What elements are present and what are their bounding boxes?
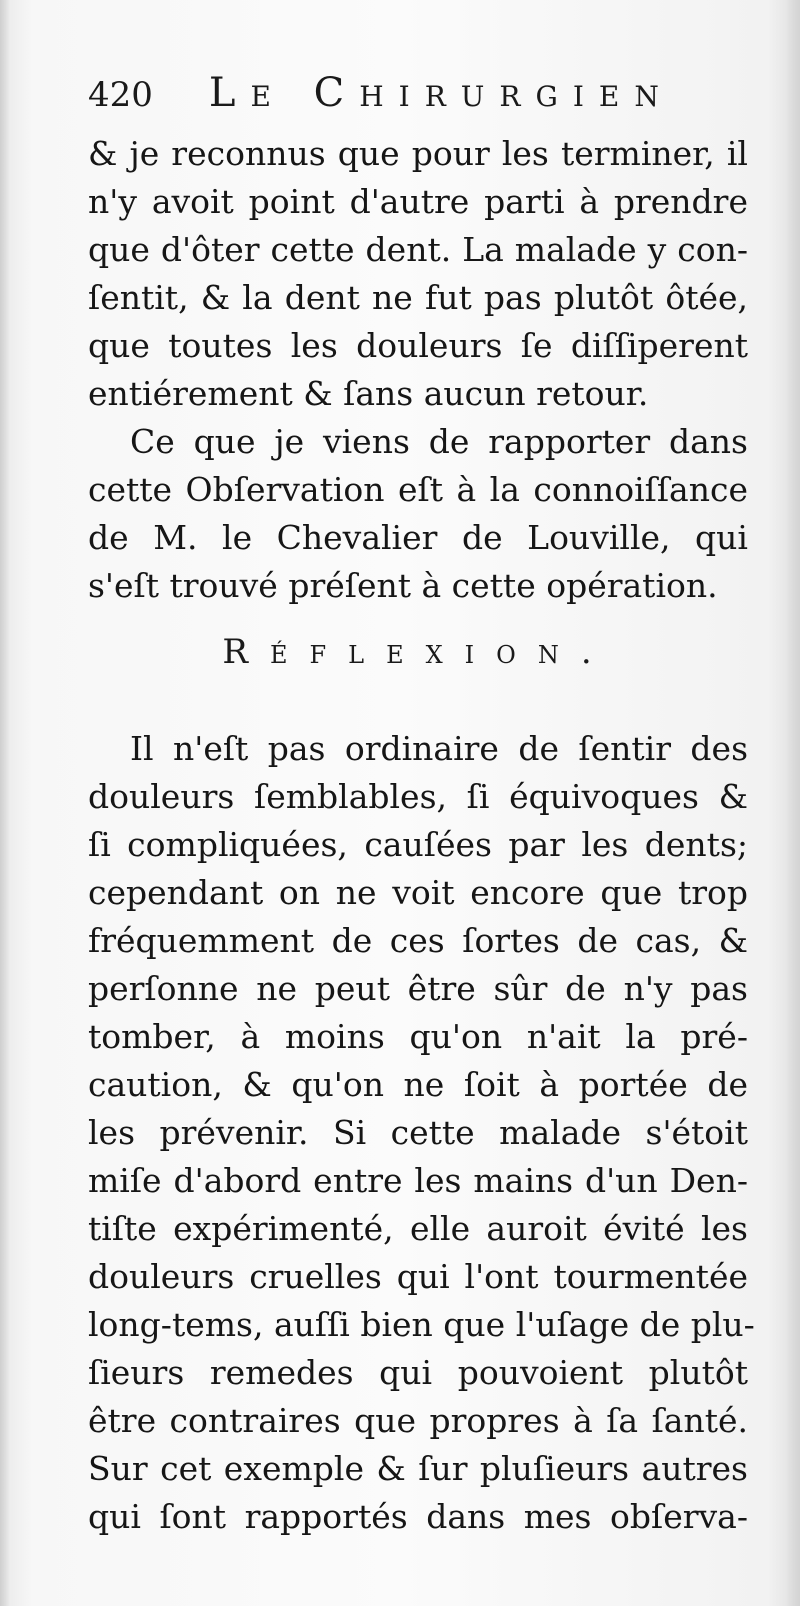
text-line: que d'ôter cette dent. La malade y con- bbox=[88, 230, 748, 269]
text-line: s'eſt trouvé préſent à cette opération. bbox=[88, 566, 718, 605]
text-line: fréquemment de ces ſortes de cas, & bbox=[88, 921, 748, 960]
text-line: n'y avoit point d'autre parti à prendre bbox=[88, 182, 748, 221]
section-heading: Réflexion. bbox=[222, 632, 614, 672]
text-line: ſi compliquées, cauſées par les dents; bbox=[88, 825, 748, 864]
body-paragraph bbox=[88, 725, 755, 1541]
text-line: ſentit, & la dent ne fut pas plutôt ôtée, bbox=[88, 278, 748, 317]
text-line: caution, & qu'on ne ſoit à portée de bbox=[88, 1065, 748, 1104]
text-line: ſieurs remedes qui pouvoient plutôt bbox=[88, 1353, 748, 1392]
scan-edge-right bbox=[786, 0, 800, 1606]
text-line: que toutes les douleurs ſe diſſiperent bbox=[88, 326, 748, 365]
text-line: miſe d'abord entre les mains d'un Den- bbox=[88, 1161, 748, 1200]
text-line: Ce que je viens de rapporter dans bbox=[130, 422, 748, 461]
text-line: Sur cet exemple & ſur pluſieurs autres bbox=[88, 1449, 748, 1488]
text-line: de M. le Chevalier de Louville, qui bbox=[88, 518, 748, 557]
text-line: douleurs ſemblables, ſi équivoques & bbox=[88, 777, 748, 816]
text-line: perſonne ne peut être sûr de n'y pas bbox=[88, 969, 748, 1008]
text-line: & je reconnus que pour les terminer, il bbox=[88, 134, 748, 173]
text-line: être contraires que propres à ſa ſanté. bbox=[88, 1401, 748, 1440]
page-number: 420 bbox=[88, 75, 153, 115]
text-line: long-tems, auſſi bien que l'uſage de plu- bbox=[88, 1305, 755, 1344]
text-line: tomber, à moins qu'on n'ait la pré- bbox=[88, 1017, 748, 1056]
text-line: cependant on ne voit encore que trop bbox=[88, 873, 748, 912]
text-line: entiérement & ſans aucun retour. bbox=[88, 374, 649, 413]
top-paragraphs bbox=[88, 130, 748, 610]
page-header bbox=[88, 70, 748, 130]
scan-edge-left bbox=[0, 0, 10, 1606]
text-line: tiſte expérimenté, elle auroit évité les bbox=[88, 1209, 748, 1248]
running-head: Le Chirurgien bbox=[208, 70, 674, 116]
text-line: les prévenir. Si cette malade s'étoit bbox=[88, 1113, 748, 1152]
text-line: qui ſont rapportés dans mes obſerva- bbox=[88, 1497, 748, 1536]
text-line: Il n'eſt pas ordinaire de ſentir des bbox=[130, 729, 748, 768]
text-line: cette Obſervation eſt à la connoiſſance bbox=[88, 470, 748, 509]
text-line: douleurs cruelles qui l'ont tourmentée bbox=[88, 1257, 748, 1296]
